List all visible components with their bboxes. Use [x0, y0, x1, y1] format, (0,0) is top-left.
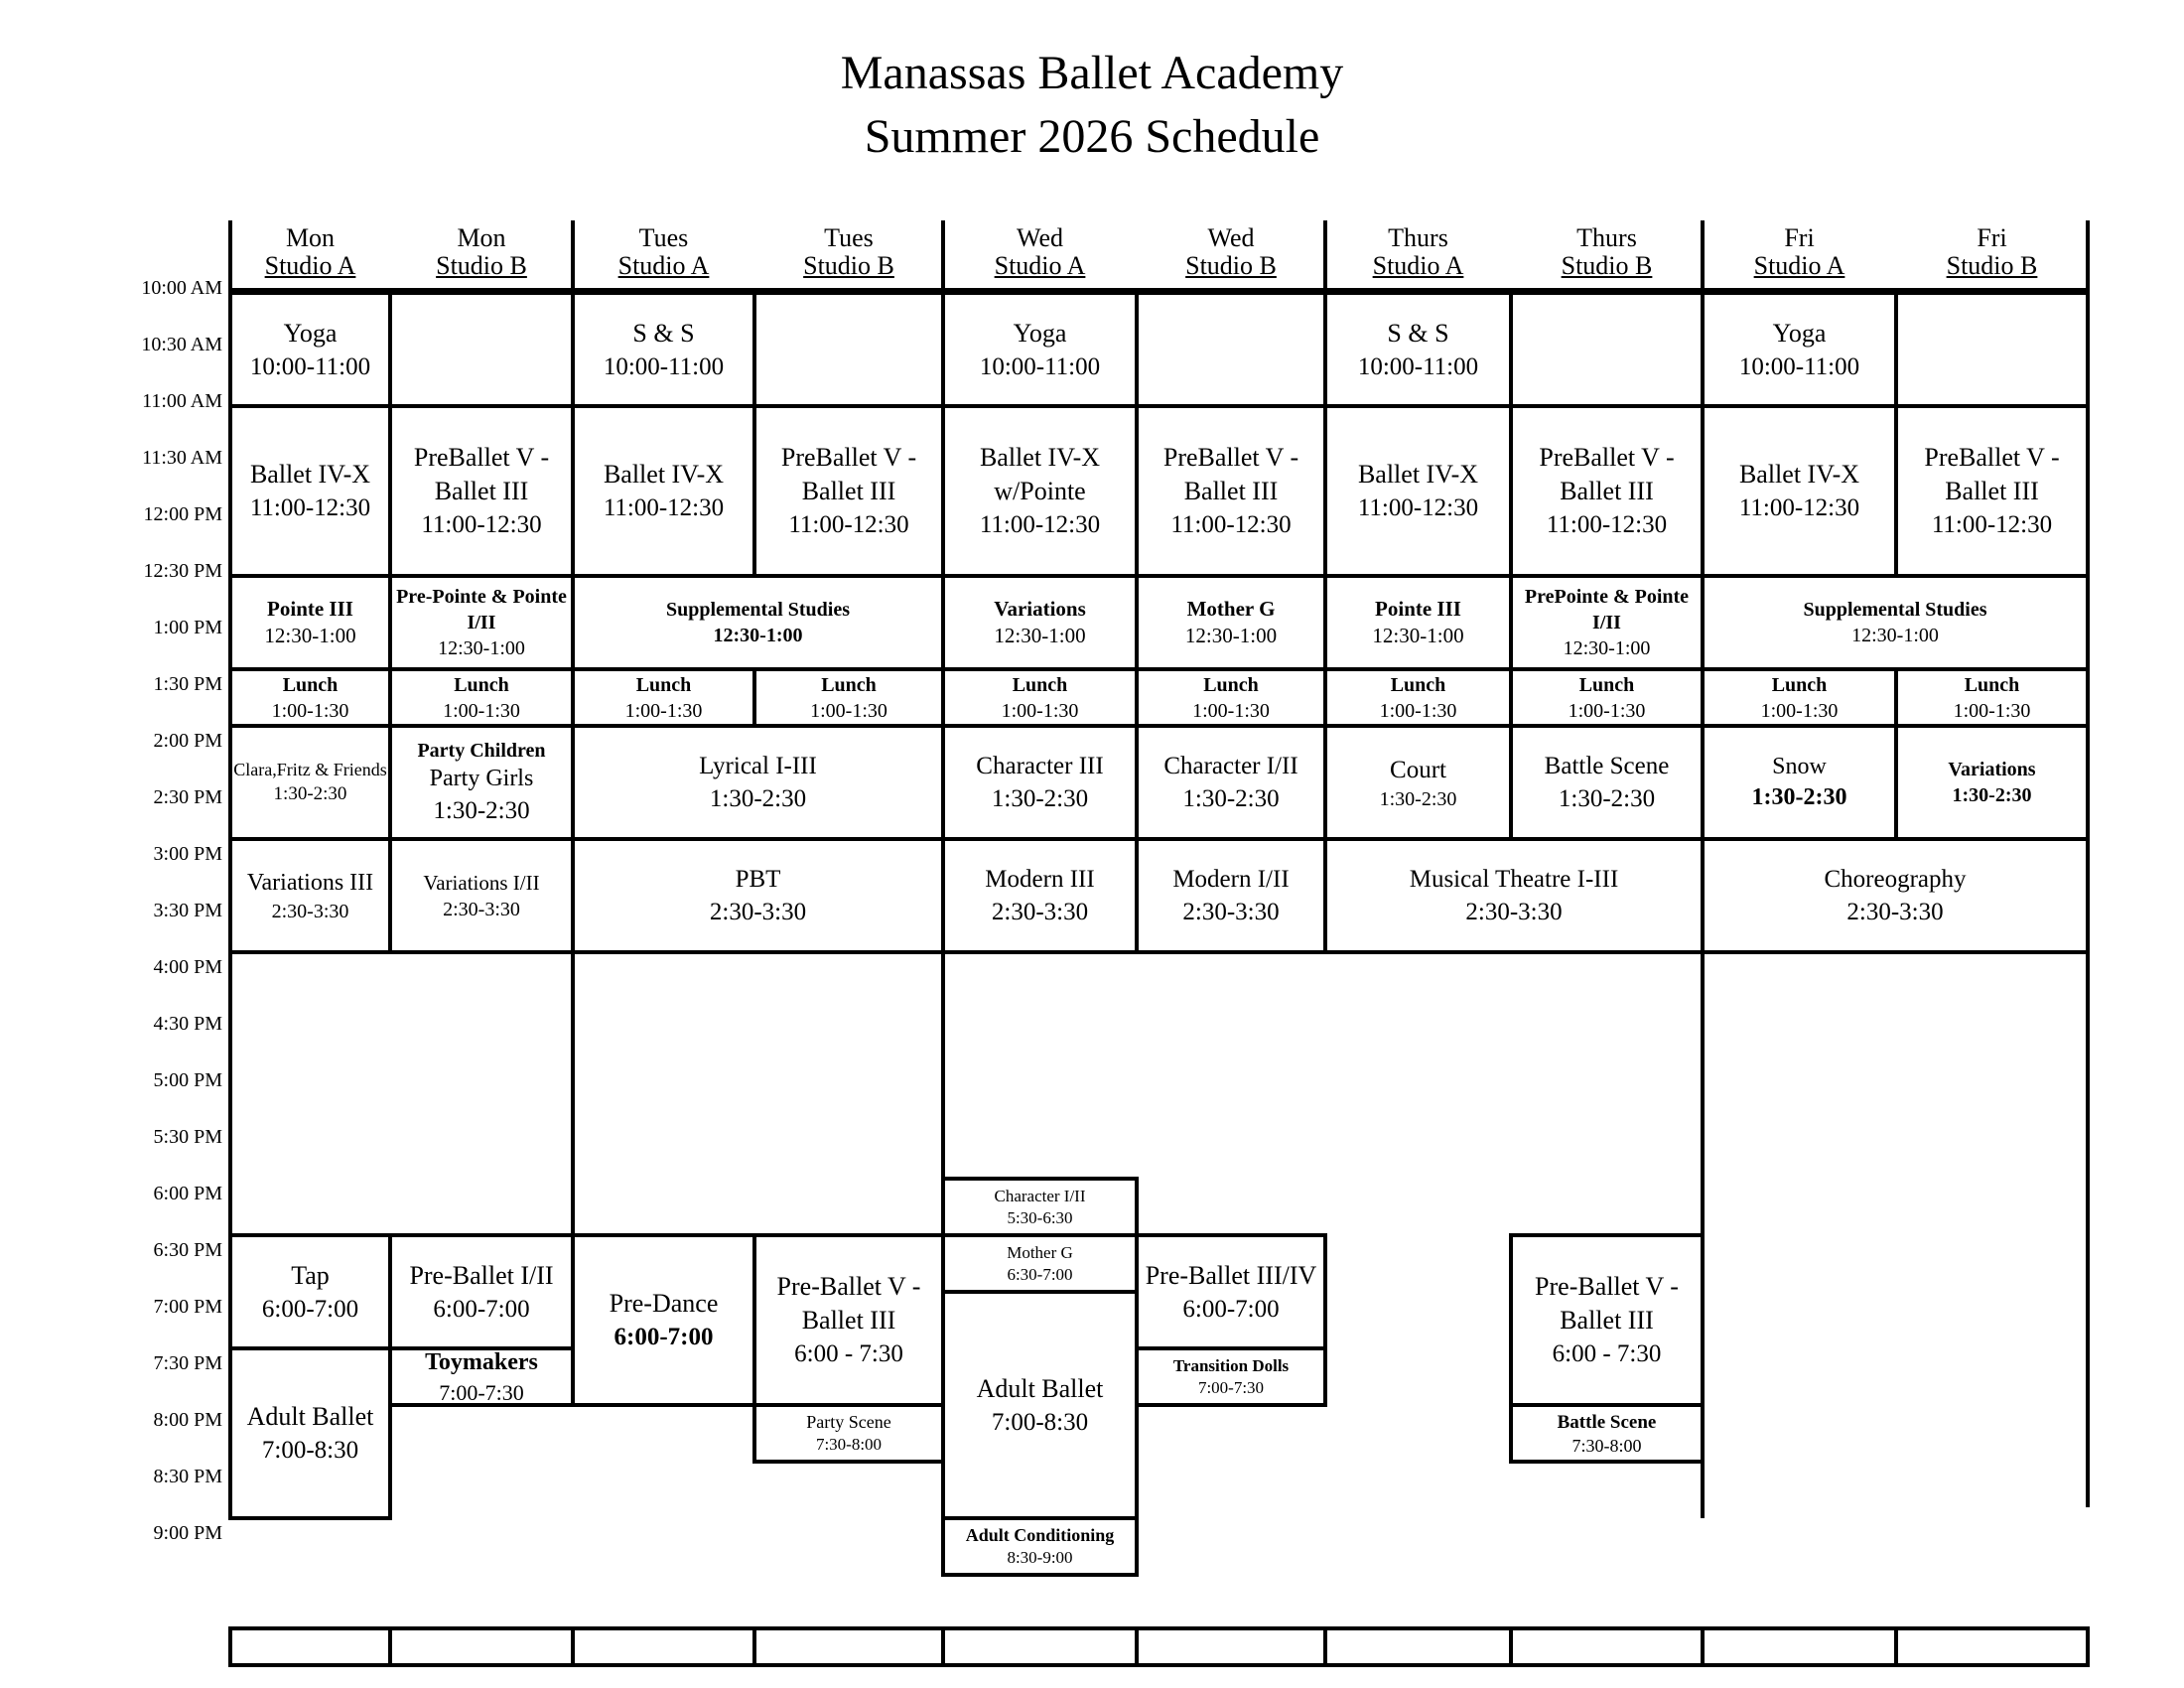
class-block — [941, 1290, 1139, 1520]
class-time: 7:30-8:00 — [815, 1435, 883, 1455]
class-block — [1509, 1233, 1705, 1407]
day-separator — [1701, 220, 1705, 288]
class-name: Mother G — [1007, 1242, 1073, 1262]
time-label: 10:00 AM — [141, 277, 222, 299]
class-block — [1135, 1346, 1327, 1407]
class-time: 10:00-11:00 — [249, 352, 371, 380]
class-time: 1:00-1:30 — [1379, 699, 1457, 722]
class-block — [1135, 291, 1327, 408]
class-time: 12:30-1:00 — [713, 625, 803, 647]
class-name: Clara,Fritz & Friends — [233, 760, 387, 780]
class-name: Battle Scene — [1544, 753, 1670, 780]
class-block — [1135, 1233, 1327, 1350]
column-studio: Studio A — [1372, 251, 1464, 280]
column-header — [1896, 224, 2088, 280]
class-block — [228, 404, 392, 578]
class-name: Pre-Pointe & Pointe I/II — [396, 586, 567, 634]
class-block — [228, 1233, 392, 1350]
class-block — [1135, 574, 1327, 671]
class-name: Lunch — [821, 673, 877, 696]
class-name: Character I/II — [994, 1186, 1086, 1205]
class-time: 11:00-12:30 — [1357, 494, 1479, 521]
class-block — [1701, 574, 2090, 671]
class-block — [1701, 291, 1898, 408]
class-name: Pre-Ballet III/IV — [1145, 1260, 1317, 1290]
class-block — [941, 291, 1139, 408]
column-studio: Studio A — [617, 251, 710, 280]
time-label: 6:30 PM — [153, 1239, 222, 1261]
class-name: Pointe III — [267, 597, 353, 622]
class-name: Lunch — [1578, 673, 1635, 696]
class-block — [941, 1177, 1139, 1237]
class-name: Party Scene — [806, 1412, 891, 1433]
class-time: 1:00-1:30 — [624, 699, 703, 722]
class-time: 1:00-1:30 — [1192, 699, 1270, 722]
class-block — [1323, 837, 1705, 954]
class-time: 12:30-1:00 — [1372, 624, 1464, 648]
column-header — [943, 224, 1137, 280]
class-name: S & S — [632, 318, 695, 348]
class-time: 6:30-7:00 — [1007, 1264, 1073, 1284]
time-label: 11:30 AM — [142, 447, 222, 469]
class-name: Modern III — [985, 866, 1095, 894]
column-studio: Studio B — [803, 251, 894, 280]
class-time: 12:30-1:00 — [264, 624, 356, 648]
class-name: Character I/II — [1163, 753, 1298, 780]
class-block — [388, 837, 575, 954]
class-block — [752, 1403, 945, 1464]
class-block — [941, 1233, 1139, 1294]
class-block — [941, 667, 1139, 728]
column-day: Mon — [457, 223, 506, 252]
class-time: 6:00-7:00 — [261, 1295, 359, 1323]
time-label: 7:00 PM — [153, 1296, 222, 1318]
class-name: Choreography — [1824, 866, 1967, 894]
class-name: PreBallet V - Ballet III — [1162, 443, 1299, 505]
class-block — [1509, 291, 1705, 408]
class-name: Pre-Dance — [609, 1289, 719, 1319]
class-name: Yoga — [1772, 318, 1827, 348]
time-label: 11:00 AM — [142, 390, 222, 412]
class-time: 1:30-2:30 — [1182, 785, 1280, 813]
time-label: 6:00 PM — [153, 1183, 222, 1204]
class-block — [388, 724, 575, 841]
class-block — [228, 574, 392, 671]
time-label: 8:30 PM — [153, 1466, 222, 1487]
class-time: 1:30-2:30 — [433, 797, 530, 825]
class-time: 11:00-12:30 — [788, 511, 909, 538]
class-block — [571, 291, 756, 408]
column-header — [1703, 224, 1896, 280]
time-label: 5:30 PM — [153, 1126, 222, 1148]
class-time: 7:30-8:00 — [1571, 1435, 1642, 1456]
class-time: 1:30-2:30 — [709, 785, 807, 813]
time-label: 5:00 PM — [153, 1069, 222, 1091]
class-name: Ballet IV-X — [1357, 460, 1479, 489]
class-block — [1323, 404, 1513, 578]
class-time: 1:30-2:30 — [991, 785, 1089, 813]
class-name: S & S — [1387, 318, 1449, 348]
class-name: PrePointe & Pointe I/II — [1524, 586, 1690, 634]
class-block — [941, 837, 1139, 954]
class-time: 1:00-1:30 — [271, 699, 349, 722]
class-time: 7:00-8:30 — [991, 1408, 1089, 1436]
class-name: Toymakers — [425, 1348, 538, 1375]
empty-cell — [1509, 1626, 1705, 1667]
class-name: Lunch — [1771, 673, 1828, 696]
class-name: Variations I/II — [423, 870, 540, 895]
class-name: Pre-Ballet V -Ballet III — [1535, 1272, 1679, 1336]
class-name: Ballet IV-X — [1738, 460, 1860, 489]
class-block — [571, 404, 756, 578]
class-block — [1894, 404, 2090, 578]
column-studio: Studio B — [1185, 251, 1277, 280]
class-name: Snow — [1772, 754, 1827, 780]
day-separator — [941, 220, 945, 288]
class-name: Court — [1390, 756, 1446, 783]
class-block — [1135, 404, 1327, 578]
class-block — [1509, 1403, 1705, 1464]
class-time: 2:30-3:30 — [443, 898, 520, 920]
column-day: Thurs — [1576, 223, 1637, 252]
column-studio: Studio A — [1753, 251, 1845, 280]
class-time: 7:00-8:30 — [261, 1437, 359, 1465]
column-day: Wed — [1207, 223, 1255, 252]
class-block — [228, 1346, 392, 1520]
class-name: Yoga — [1013, 318, 1067, 348]
class-name: Lunch — [1203, 673, 1259, 696]
class-block — [571, 574, 945, 671]
class-block — [941, 404, 1139, 578]
class-time: 2:30-3:30 — [271, 900, 349, 922]
class-time: 6:00 - 7:30 — [794, 1340, 903, 1368]
class-block — [1894, 724, 2090, 841]
class-time: 1:00-1:30 — [810, 699, 887, 722]
class-time: 10:00-11:00 — [979, 352, 1101, 380]
time-label: 2:30 PM — [153, 786, 222, 808]
class-block — [1509, 574, 1705, 671]
class-block — [752, 404, 945, 578]
class-time: 6:00-7:00 — [1182, 1295, 1280, 1323]
column-header — [1137, 224, 1325, 280]
class-time: 11:00-12:30 — [1931, 511, 2053, 538]
class-time: 11:00-12:30 — [979, 511, 1101, 538]
class-name: Modern I/II — [1172, 866, 1290, 894]
class-time: 2:30-3:30 — [1846, 899, 1944, 926]
day-separator — [1323, 220, 1327, 288]
class-block — [1509, 724, 1705, 841]
class-name: Lunch — [1964, 673, 2020, 696]
wed-separator — [941, 952, 945, 1179]
class-name: Supplemental Studies — [1803, 599, 1987, 622]
class-block — [388, 1346, 575, 1407]
class-time: 8:30-9:00 — [1007, 1548, 1073, 1568]
time-label: 1:00 PM — [153, 617, 222, 638]
class-block — [941, 724, 1139, 841]
class-name: PreBallet V - Ballet III — [413, 443, 550, 505]
class-block — [1135, 837, 1327, 954]
class-name: Party Girls — [429, 766, 534, 792]
class-time: 12:30-1:00 — [994, 624, 1086, 648]
class-block — [571, 1233, 756, 1407]
class-block — [752, 667, 945, 728]
class-name: Variations — [1948, 759, 2036, 781]
class-time: 11:00-12:30 — [249, 494, 371, 521]
class-block — [388, 404, 575, 578]
column-studio: Studio A — [264, 251, 356, 280]
class-time: 1:00-1:30 — [1568, 699, 1646, 722]
class-time: 1:30-2:30 — [1379, 787, 1457, 810]
class-time: 6:00 - 7:30 — [1552, 1340, 1662, 1368]
class-name: Pre-Ballet I/II — [409, 1260, 554, 1290]
class-name: PreBallet V - Ballet III — [1539, 443, 1675, 505]
class-time: 1:00-1:30 — [1760, 699, 1839, 722]
class-time: 10:00-11:00 — [603, 352, 725, 380]
class-block — [1323, 291, 1513, 408]
time-label: 9:00 PM — [153, 1522, 222, 1544]
time-label: 8:00 PM — [153, 1409, 222, 1431]
class-name: Transition Dolls — [1172, 1355, 1290, 1375]
class-time: 10:00-11:00 — [1357, 352, 1479, 380]
class-block — [1323, 574, 1513, 671]
class-name: Variations — [994, 597, 1086, 622]
class-time: 2:30-3:30 — [1182, 899, 1280, 926]
class-block — [1135, 724, 1327, 841]
column-studio: Studio B — [436, 251, 527, 280]
column-header — [230, 224, 390, 280]
column-header — [1511, 224, 1703, 280]
class-time: 6:00-7:00 — [614, 1324, 714, 1351]
class-block — [752, 291, 945, 408]
class-name: Musical Theatre I-III — [1409, 866, 1619, 894]
class-block — [1509, 667, 1705, 728]
class-time: 7:00-7:30 — [1197, 1377, 1265, 1397]
class-block — [228, 667, 392, 728]
time-label: 10:30 AM — [141, 334, 222, 355]
class-name: Ballet IV-X — [249, 460, 371, 489]
class-block — [1701, 667, 1898, 728]
column-studio: Studio B — [1561, 251, 1653, 280]
empty-cell — [1894, 1626, 2090, 1667]
class-name: PreBallet V - Ballet III — [780, 443, 917, 505]
time-label: 1:30 PM — [153, 673, 222, 695]
class-name: Character III — [976, 753, 1104, 780]
class-name: Pointe III — [1375, 597, 1461, 622]
class-block — [388, 291, 575, 408]
class-block — [1323, 667, 1513, 728]
column-day: Fri — [1784, 223, 1815, 252]
time-label: 3:30 PM — [153, 900, 222, 921]
column-day: Wed — [1017, 223, 1063, 252]
class-name: Mother G — [1186, 597, 1276, 622]
class-name: Ballet IV-X w/Pointe — [979, 443, 1101, 505]
empty-cell — [752, 1626, 945, 1667]
class-time: 11:00-12:30 — [1170, 511, 1292, 538]
class-time: 1:30-2:30 — [1952, 784, 2032, 807]
tues-separator — [571, 952, 575, 1235]
class-time: 6:00-7:00 — [433, 1295, 530, 1323]
class-time: 12:30-1:00 — [1851, 625, 1939, 647]
column-studio: Studio A — [994, 251, 1086, 280]
class-block — [1701, 404, 1898, 578]
class-name: PreBallet V - Ballet III — [1924, 443, 2060, 505]
class-name: Lunch — [1012, 673, 1068, 696]
class-block — [1323, 724, 1513, 841]
class-name: Lunch — [635, 673, 692, 696]
class-time: 1:00-1:30 — [443, 699, 520, 722]
class-block — [941, 574, 1139, 671]
class-block — [388, 1233, 575, 1350]
class-block — [571, 667, 756, 728]
class-block — [1701, 724, 1898, 841]
class-time: 12:30-1:00 — [1563, 637, 1651, 660]
class-block — [388, 667, 575, 728]
class-block — [752, 1233, 945, 1407]
column-day: Tues — [824, 223, 874, 252]
class-time: 1:30-2:30 — [1751, 784, 1847, 811]
class-time: 1:00-1:30 — [1953, 699, 2031, 722]
time-label: 12:30 PM — [143, 560, 222, 582]
time-label: 3:00 PM — [153, 843, 222, 865]
class-name: Supplemental Studies — [665, 599, 851, 622]
class-time: 2:30-3:30 — [991, 899, 1089, 926]
time-label: 12:00 PM — [143, 503, 222, 525]
empty-cell — [941, 1626, 1139, 1667]
empty-cell — [1135, 1626, 1327, 1667]
empty-cell — [388, 1626, 575, 1667]
column-header — [573, 224, 754, 280]
class-time: 1:30-2:30 — [1558, 785, 1656, 813]
class-block — [228, 724, 392, 841]
class-block — [1894, 667, 2090, 728]
column-studio: Studio B — [1946, 251, 2038, 280]
page-title: Manassas Ballet Academy — [840, 47, 1344, 99]
day-separator — [571, 220, 575, 288]
page-subtitle: Summer 2026 Schedule — [864, 110, 1320, 163]
class-block — [228, 291, 392, 408]
class-name: Ballet IV-X — [603, 460, 725, 489]
time-label: 4:00 PM — [153, 956, 222, 978]
empty-cell — [1323, 1626, 1513, 1667]
class-name: Lyrical I-III — [699, 753, 817, 780]
class-block — [1509, 404, 1705, 578]
class-name: Party Children — [417, 740, 546, 763]
column-day: Tues — [638, 223, 689, 252]
column-header — [390, 224, 573, 280]
class-time: 11:00-12:30 — [603, 494, 725, 521]
class-time: 1:30-2:30 — [273, 783, 347, 805]
time-label: 7:30 PM — [153, 1352, 222, 1374]
class-time: 2:30-3:30 — [1465, 899, 1563, 926]
column-day: Thurs — [1388, 223, 1448, 252]
class-time: 11:00-12:30 — [1738, 494, 1860, 521]
class-block — [1135, 667, 1327, 728]
class-name: Adult Conditioning — [965, 1525, 1115, 1546]
column-header — [1325, 224, 1511, 280]
class-time: 11:00-12:30 — [1546, 511, 1668, 538]
class-name: PBT — [735, 866, 781, 894]
column-day: Fri — [1977, 223, 2007, 252]
class-name: Yoga — [283, 318, 338, 348]
class-time: 10:00-11:00 — [1738, 352, 1860, 380]
class-name: Pre-Ballet V -Ballet III — [776, 1272, 921, 1336]
class-block — [228, 837, 392, 954]
class-time: 7:00-7:30 — [439, 1379, 524, 1405]
class-name: Adult Ballet — [246, 1402, 374, 1432]
class-name: Adult Ballet — [976, 1373, 1104, 1403]
class-name: Tap — [291, 1260, 330, 1290]
class-time: 5:30-6:30 — [1007, 1207, 1073, 1227]
class-block — [1894, 291, 2090, 408]
column-day: Mon — [285, 223, 336, 252]
class-name: Lunch — [1390, 673, 1446, 696]
class-block — [1701, 837, 2090, 954]
empty-cell — [1701, 1626, 1898, 1667]
class-time: 12:30-1:00 — [1184, 624, 1278, 648]
column-header — [754, 224, 943, 280]
class-name: Lunch — [282, 673, 339, 696]
class-block — [571, 724, 945, 841]
class-name: Variations III — [246, 869, 374, 896]
class-name: Lunch — [454, 673, 509, 696]
class-time: 11:00-12:30 — [421, 511, 542, 538]
class-block — [941, 1516, 1139, 1577]
class-block — [388, 574, 575, 671]
class-name: Battle Scene — [1557, 1411, 1657, 1433]
time-label: 4:30 PM — [153, 1013, 222, 1035]
empty-cell — [228, 1626, 392, 1667]
class-block — [571, 837, 945, 954]
class-time: 1:00-1:30 — [1001, 699, 1079, 722]
empty-cell — [571, 1626, 756, 1667]
class-time: 2:30-3:30 — [709, 899, 807, 926]
class-time: 12:30-1:00 — [438, 637, 525, 660]
time-label: 2:00 PM — [153, 730, 222, 752]
